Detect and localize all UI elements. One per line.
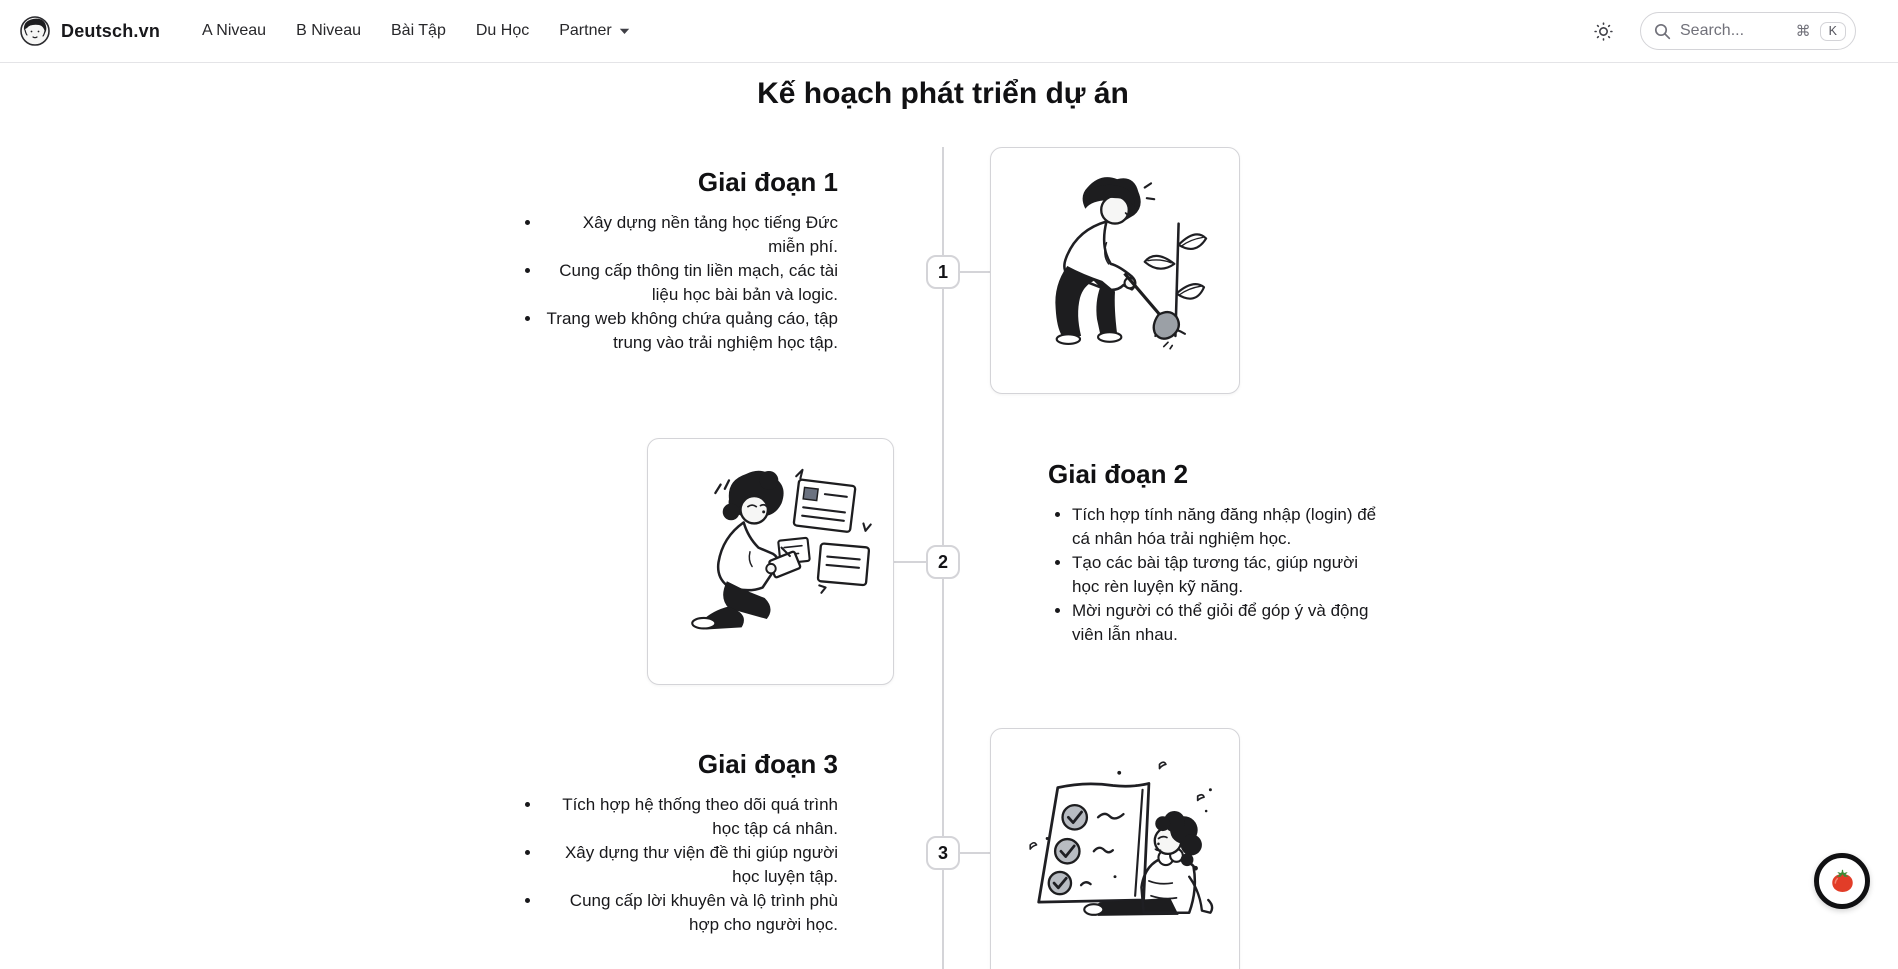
phase-3-bullet: • Cung cấp lời khuyên và lộ trình phù hợp cho người học. bbox=[542, 889, 838, 937]
phase-3-bullet-list bbox=[518, 793, 838, 937]
main-nav bbox=[202, 22, 630, 40]
person-with-checklist-illustration bbox=[1009, 741, 1221, 953]
phase-3-bullet: • Tích hợp hệ thống theo dõi quá trình học tập cá nhân. bbox=[542, 793, 838, 841]
header-actions bbox=[1590, 12, 1856, 50]
phase-1-bullet-list bbox=[518, 211, 838, 355]
tomato-floating-button[interactable] bbox=[1814, 853, 1870, 909]
theme-toggle-button[interactable] bbox=[1590, 18, 1616, 44]
phase-1-bullet: • Trang web không chứa quảng cáo, tập trung vào trải nghiệm học tập. bbox=[542, 307, 838, 355]
phase-2-bullet: • Tạo các bài tập tương tác, giúp người học rèn luyện kỹ năng. bbox=[1072, 551, 1378, 599]
search-box[interactable] bbox=[1640, 12, 1856, 50]
nav-item-du-hoc[interactable]: Du Học bbox=[475, 22, 530, 39]
phase-3-bullet: • Xây dựng thư viện đề thi giúp người học luyện tập. bbox=[542, 841, 838, 889]
phase-1-title: Giai đoạn 1 bbox=[697, 167, 838, 197]
person-studying-with-cards-illustration bbox=[666, 451, 876, 661]
nav-item-b-niveau[interactable]: B Niveau bbox=[296, 22, 361, 39]
phase-1-bullet: • Cung cấp thông tin liền mạch, các tài liệu học bài bản và logic. bbox=[542, 259, 838, 307]
nav-item-partner-label: Partner bbox=[559, 22, 612, 39]
timeline-connector-2 bbox=[893, 561, 926, 563]
search-input[interactable] bbox=[1680, 22, 1787, 40]
phase-2-illustration-card bbox=[647, 438, 894, 685]
brand-name: Deutsch.vn bbox=[61, 20, 161, 41]
phase-2-section bbox=[1048, 459, 1378, 647]
phase-1-illustration-card bbox=[990, 147, 1240, 394]
timeline-marker-1: 1 bbox=[926, 255, 960, 289]
phase-1-section bbox=[518, 167, 838, 355]
chevron-down-icon bbox=[619, 28, 630, 35]
phase-2-bullet: • Tích hợp tính năng đăng nhập (login) để cá nhân hóa trải nghiệm học. bbox=[1072, 503, 1378, 551]
search-icon bbox=[1654, 23, 1671, 40]
phase-3-title: Giai đoạn 3 bbox=[697, 749, 838, 779]
brand-logo[interactable] bbox=[20, 16, 160, 46]
person-planting-sapling-illustration bbox=[1009, 160, 1221, 372]
sun-icon bbox=[1593, 21, 1614, 42]
phase-1-bullet: • Xây dựng nền tảng học tiếng Đức miễn phí. bbox=[542, 211, 838, 259]
top-navbar bbox=[0, 0, 1898, 63]
phase-2-bullet-list bbox=[1048, 503, 1378, 647]
nav-item-a-niveau[interactable]: A Niveau bbox=[202, 22, 267, 39]
shortcut-k-key: K bbox=[1820, 22, 1846, 41]
command-key-icon: ⌘ bbox=[1795, 23, 1811, 40]
tomato-icon bbox=[1829, 868, 1856, 895]
nav-item-bai-tap[interactable]: Bài Tập bbox=[391, 22, 446, 39]
timeline-marker-3: 3 bbox=[926, 836, 960, 870]
nav-item-partner[interactable] bbox=[559, 22, 629, 40]
phase-2-bullet: • Mời người có thể giỏi để góp ý và động viên lẫn nhau. bbox=[1072, 599, 1378, 647]
phase-3-section bbox=[518, 749, 838, 937]
page-title: Kế hoạch phát triển dự án bbox=[757, 77, 1129, 110]
phase-3-illustration-card bbox=[990, 728, 1240, 969]
timeline-marker-2: 2 bbox=[926, 545, 960, 579]
phase-2-title: Giai đoạn 2 bbox=[1048, 459, 1189, 489]
main-content bbox=[0, 63, 1898, 969]
avatar-face-icon bbox=[20, 16, 50, 46]
timeline-connector-1 bbox=[960, 271, 993, 273]
